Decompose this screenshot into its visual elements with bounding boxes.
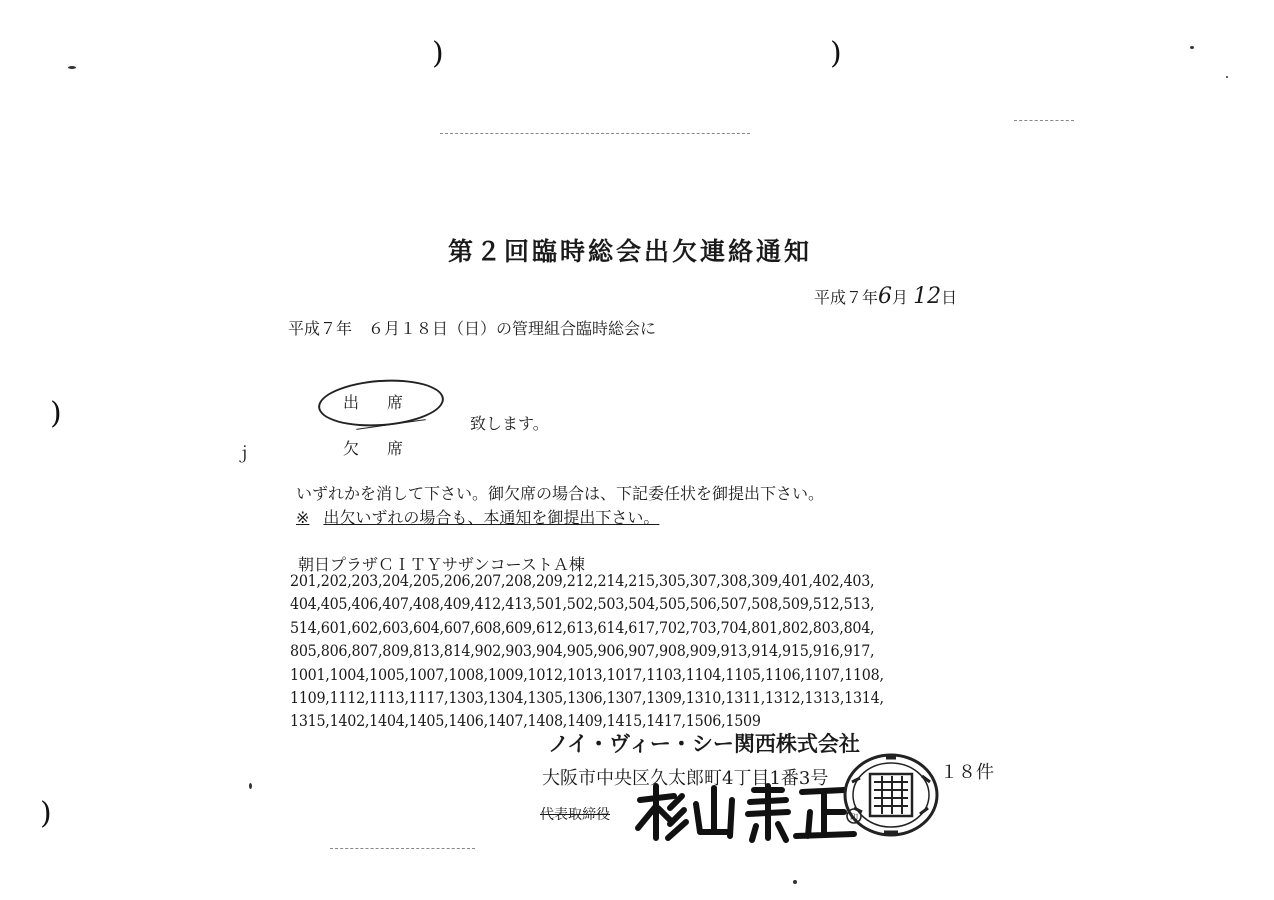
room-line: 1109,1112,1113,1117,1303,1304,1305,1306,1307,1309,1310,1311,1312,1313,1314,	[290, 689, 884, 708]
building-name: 朝日プラザＣＩＴＹサザンコーストＡ棟	[298, 555, 585, 574]
scan-dash-line	[330, 848, 475, 849]
scan-bracket-mark: )	[50, 396, 62, 431]
room-line: 404,405,406,407,408,409,412,413,501,502,503,504,505,506,507,508,509,512,513,	[290, 595, 875, 614]
meeting-intro: 平成７年 ６月１８日（日）の管理組合臨時総会に	[288, 319, 657, 338]
handwritten-signature	[630, 782, 862, 844]
date-day-label: 日	[941, 288, 958, 307]
room-line: 1001,1004,1005,1007,1008,1009,1012,1013,1017,1103,1104,1105,1106,1107,1108,	[290, 665, 884, 684]
seal-mark-text: 印	[850, 813, 858, 822]
document-title: 第２回臨時総会出欠連絡通知	[448, 237, 813, 266]
scan-speck	[68, 66, 76, 69]
scan-speck	[1190, 46, 1194, 49]
room-line: 201,202,203,204,205,206,207,208,209,212,214,215,305,307,308,309,401,402,403,	[290, 572, 875, 590]
date-era-year: 平成７年	[814, 288, 879, 307]
representative-title: 代表取締役	[540, 807, 610, 823]
note-text: 出欠いずれの場合も、本通知を御提出下さい。	[323, 508, 660, 527]
room-count: １８件	[940, 762, 994, 783]
scan-bracket-mark: )	[432, 36, 444, 71]
company-seal-stamp	[842, 752, 940, 838]
room-line: 805,806,807,809,813,814,902,903,904,905,906,907,908,909,913,914,915,916,917,	[290, 642, 875, 661]
attendance-note	[296, 505, 659, 528]
scan-speck	[249, 783, 252, 789]
date-month-handwritten: 6	[878, 284, 893, 309]
scan-dash-line	[1014, 120, 1074, 121]
margin-mark: ｊ	[236, 443, 253, 462]
option-suffix: 致します。	[470, 414, 549, 433]
room-line: 514,601,602,603,604,607,608,609,612,613,614,617,702,703,704,801,802,803,804,	[290, 618, 875, 637]
option-absent: 欠席	[343, 439, 432, 458]
company-address: 大阪市中央区久太郎町4丁目1番3号	[542, 768, 829, 789]
scan-speck	[1226, 76, 1228, 78]
room-line: 1315,1402,1404,1405,1406,1407,1408,1409,1415,1417,1506,1509	[290, 712, 761, 731]
scan-dash-line	[440, 133, 750, 134]
scan-bracket-mark: )	[40, 796, 52, 831]
document-date	[814, 284, 957, 309]
company-name: ノイ・ヴィー・シー関西株式会社	[548, 731, 860, 756]
room-number-list	[290, 570, 960, 734]
scan-speck	[793, 880, 797, 884]
option-attend: 出席	[343, 393, 432, 412]
instruction-text: いずれかを消して下さい。御欠席の場合は、下記委任状を御提出下さい。	[296, 484, 825, 503]
date-day-handwritten: 12	[913, 284, 942, 309]
date-month-label: 月	[892, 288, 909, 307]
note-symbol: ※	[296, 508, 310, 527]
scan-bracket-mark: )	[830, 36, 842, 71]
